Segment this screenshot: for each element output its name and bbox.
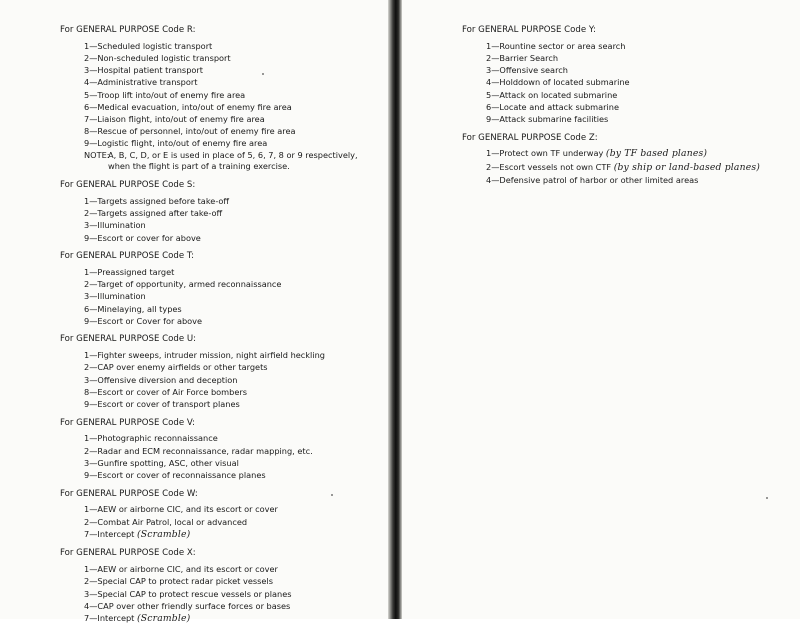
code-dash: — [89, 588, 98, 599]
code-item [486, 89, 792, 101]
code-description: Escort or cover for above [97, 232, 201, 243]
code-description: Liaison flight, into/out of enemy fire area [97, 114, 265, 125]
code-item [84, 398, 385, 410]
code-section [60, 179, 385, 244]
code-dash: — [89, 613, 98, 624]
code-dash: — [89, 208, 98, 219]
code-number: 3 [84, 220, 90, 231]
code-dash: — [89, 457, 98, 468]
code-number: 3 [486, 65, 492, 76]
code-item [84, 40, 385, 52]
code-item [84, 563, 385, 575]
code-item [486, 76, 792, 88]
code-item [84, 315, 385, 327]
code-description: Attack submarine facilities [499, 114, 609, 125]
code-item [84, 303, 385, 315]
code-item [84, 588, 385, 600]
code-number: 4 [486, 77, 492, 88]
code-number: 1 [84, 196, 90, 206]
code-number: 1 [84, 433, 90, 444]
code-section [60, 333, 385, 410]
code-description: Defensive patrol of harbor or other limited areas [499, 174, 699, 185]
code-item [84, 64, 385, 76]
section-heading: For GENERAL PURPOSE Code Y: [462, 25, 596, 35]
code-description: Combat Air Patrol, local or advanced [97, 516, 248, 527]
code-description: Escort vessels not own CTF [499, 161, 612, 172]
section-heading: For GENERAL PURPOSE Code U: [60, 334, 197, 345]
code-number: 9 [84, 138, 90, 149]
code-dash: — [89, 232, 98, 243]
code-dash: — [89, 470, 98, 481]
code-item [84, 76, 385, 88]
code-number: 1 [84, 504, 90, 515]
code-description: Minelaying, all types [97, 303, 182, 314]
code-number: 2 [84, 516, 90, 527]
code-item [84, 52, 385, 64]
code-item [84, 457, 385, 469]
code-dash: — [89, 65, 98, 76]
code-item [84, 575, 385, 587]
code-description: Targets assigned after take-off [97, 208, 223, 219]
code-description: Intercept [97, 528, 135, 539]
left-page-content [60, 24, 385, 632]
code-section [60, 547, 385, 625]
code-dash: — [89, 303, 98, 314]
code-item [84, 101, 385, 113]
code-item [84, 469, 385, 481]
code-number: 1 [84, 564, 90, 575]
code-item [84, 503, 385, 515]
code-dash: — [89, 386, 98, 397]
code-number: 2 [84, 576, 90, 587]
left-page [0, 0, 388, 625]
code-dash: — [89, 279, 98, 290]
section-heading: For GENERAL PURPOSE Code V: [60, 417, 195, 428]
code-number: 3 [84, 588, 90, 599]
paper-speck [331, 494, 333, 496]
code-number: 6 [84, 303, 90, 314]
code-item [84, 290, 385, 302]
code-dash: — [89, 267, 98, 277]
code-dash: — [89, 291, 98, 302]
code-description: Non-scheduled logistic transport [97, 53, 231, 63]
code-dash: — [491, 114, 500, 125]
code-list [60, 349, 385, 410]
code-item [84, 232, 385, 244]
code-item [486, 174, 792, 186]
code-number: 6 [486, 101, 492, 112]
code-item [84, 349, 385, 361]
section-heading: For GENERAL PURPOSE Code T: [60, 251, 195, 262]
code-list [60, 266, 385, 327]
code-dash: — [89, 528, 98, 539]
code-description: Intercept [97, 613, 135, 624]
code-number: 9 [84, 470, 90, 481]
code-number: 6 [84, 101, 90, 112]
code-emphasis: (Scramble) [137, 613, 191, 625]
code-number: 5 [486, 89, 492, 100]
note-text: A, B, C, D, or E is used in place of 5, 6, 7, 8 or 9 respectively, when the flight is part of a training exercise. [108, 149, 358, 172]
code-number: 7 [84, 114, 90, 125]
code-number: 3 [84, 291, 90, 302]
code-emphasis: (by ship or land-based planes) [613, 161, 761, 173]
code-section [60, 417, 385, 482]
code-item [84, 386, 385, 398]
code-number: 7 [84, 528, 90, 539]
code-description: Rescue of personnel, into/out of enemy fire area [97, 126, 296, 137]
code-item [84, 374, 385, 386]
code-number: 9 [486, 114, 492, 125]
right-page-content [462, 24, 792, 192]
code-description: Administrative transport [97, 77, 198, 88]
code-dash: — [89, 126, 98, 137]
code-description: Special CAP to protect radar picket vessels [97, 576, 273, 587]
code-item [84, 137, 385, 149]
code-description: Gunfire spotting, ASC, other visual [97, 457, 239, 468]
code-description: Illumination [97, 220, 146, 231]
code-dash: — [89, 564, 98, 575]
code-list [60, 195, 385, 244]
code-item [84, 361, 385, 373]
code-section [462, 132, 792, 186]
code-number: 1 [486, 40, 492, 51]
code-dash: — [89, 89, 98, 100]
code-description: Fighter sweeps, intruder mission, night airfield heckling [97, 350, 325, 361]
code-number: 1 [84, 40, 90, 51]
code-number: 1 [486, 148, 492, 159]
code-number: 9 [84, 399, 90, 410]
code-dash: — [89, 445, 98, 456]
code-description: Attack on located submarine [499, 89, 618, 100]
code-number: 8 [84, 126, 90, 137]
section-heading: For GENERAL PURPOSE Code W: [60, 488, 198, 499]
code-item [84, 600, 385, 612]
code-item [84, 528, 385, 541]
code-item [84, 89, 385, 101]
code-dash: — [89, 576, 98, 587]
code-number: 4 [84, 77, 90, 88]
code-item [84, 516, 385, 528]
code-dash: — [491, 101, 500, 112]
code-number: 1 [84, 267, 90, 277]
section-heading: For GENERAL PURPOSE Code R: [60, 25, 196, 35]
code-description: CAP over enemy airfields or other targets [97, 362, 268, 373]
code-dash: — [89, 399, 98, 410]
code-emphasis: (by TF based planes) [605, 148, 708, 160]
code-number: 3 [84, 457, 90, 468]
code-number: 9 [84, 315, 90, 326]
code-item [84, 113, 385, 125]
code-description: Locate and attack submarine [499, 101, 620, 112]
code-number: 2 [84, 279, 90, 290]
code-list [462, 147, 792, 186]
code-emphasis: (Scramble) [137, 528, 191, 540]
code-item [84, 432, 385, 444]
code-dash: — [89, 77, 98, 88]
code-description: AEW or airborne CIC, and its escort or cover [97, 504, 278, 515]
code-dash: — [89, 433, 98, 444]
code-item [486, 52, 792, 64]
code-number: 3 [84, 374, 90, 385]
code-item [486, 147, 792, 160]
code-item [486, 113, 792, 125]
code-item [84, 445, 385, 457]
code-dash: — [89, 362, 98, 373]
code-number: 7 [84, 613, 90, 624]
book-gutter [388, 0, 402, 619]
code-description: Holddown of located submarine [499, 77, 630, 88]
code-dash: — [89, 53, 98, 63]
code-dash: — [89, 504, 98, 515]
code-dash: — [491, 65, 500, 76]
code-description: Barrier Search [499, 53, 559, 63]
note-label: NOTE: [84, 149, 110, 160]
code-description: Protect own TF underway [499, 148, 604, 159]
code-number: 2 [486, 53, 492, 63]
code-description: Logistic flight, into/out of enemy fire area [97, 138, 268, 149]
code-description: Escort or Cover for above [97, 315, 203, 326]
code-number: 1 [84, 350, 90, 361]
code-item [486, 40, 792, 52]
code-number: 5 [84, 89, 90, 100]
code-dash: — [89, 101, 98, 112]
code-dash: — [89, 114, 98, 125]
code-description: Preassigned target [97, 267, 175, 277]
code-description: Photographic reconnaissance [97, 433, 218, 444]
code-number: 2 [84, 208, 90, 219]
code-item [486, 161, 792, 174]
code-item [84, 125, 385, 137]
code-dash: — [89, 315, 98, 326]
code-section [60, 250, 385, 327]
code-dash: — [491, 148, 500, 159]
code-dash: — [89, 196, 98, 206]
code-number: 2 [84, 53, 90, 63]
code-description: Hospital patient transport [97, 65, 203, 76]
code-number: 4 [486, 174, 492, 185]
code-description: Troop lift into/out of enemy fire area [97, 89, 246, 100]
section-heading: For GENERAL PURPOSE Code X: [60, 548, 196, 559]
paper-speck [766, 497, 768, 499]
code-section [60, 488, 385, 541]
code-item [84, 266, 385, 278]
code-dash: — [89, 138, 98, 149]
code-list [462, 40, 792, 125]
code-dash: — [491, 53, 500, 63]
code-description: AEW or airborne CIC, and its escort or cover [97, 564, 278, 575]
code-dash: — [89, 350, 98, 361]
code-item [84, 195, 385, 207]
code-item [84, 278, 385, 290]
code-list [60, 503, 385, 541]
code-description: Special CAP to protect rescue vessels or planes [97, 588, 292, 599]
code-dash: — [89, 374, 98, 385]
code-dash: — [89, 220, 98, 231]
code-description: Targets assigned before take-off [97, 196, 230, 206]
code-number: 4 [84, 600, 90, 611]
code-section [462, 24, 792, 125]
section-heading: For GENERAL PURPOSE Code S: [60, 180, 196, 191]
code-description: Offensive search [499, 65, 568, 76]
code-description: CAP over other friendly surface forces or bases [97, 600, 291, 611]
code-dash: — [491, 89, 500, 100]
code-description: Scheduled logistic transport [97, 40, 213, 51]
code-number: 3 [84, 65, 90, 76]
code-description: Target of opportunity, armed reconnaissance [97, 279, 282, 290]
code-number: 9 [84, 232, 90, 243]
code-description: Radar and ECM reconnaissance, radar mapping, etc. [97, 445, 313, 456]
code-dash: — [89, 600, 98, 611]
code-number: 2 [84, 362, 90, 373]
code-dash: — [89, 516, 98, 527]
code-description: Illumination [97, 291, 146, 302]
code-description: Escort or cover of reconnaissance planes [97, 470, 266, 481]
code-list [60, 432, 385, 481]
code-item [84, 207, 385, 219]
code-dash: — [491, 161, 500, 172]
code-number: 2 [84, 445, 90, 456]
code-description: Escort or cover of transport planes [97, 399, 240, 410]
code-list [60, 563, 385, 625]
code-description: Rountine sector or area search [499, 40, 626, 51]
code-description: Offensive diversion and deception [97, 374, 238, 385]
code-description: Medical evacuation, into/out of enemy fire area [97, 101, 292, 112]
code-dash: — [491, 40, 500, 51]
code-dash: — [491, 174, 500, 185]
code-list [60, 40, 385, 173]
code-dash: — [491, 77, 500, 88]
code-description: Escort or cover of Air Force bombers [97, 386, 248, 397]
code-dash: — [89, 40, 98, 51]
right-page [402, 0, 800, 619]
code-number: 8 [84, 386, 90, 397]
section-heading: For GENERAL PURPOSE Code Z: [462, 132, 598, 143]
code-item [486, 101, 792, 113]
code-item [486, 64, 792, 76]
code-item [84, 219, 385, 231]
code-section [60, 24, 385, 173]
note-block [84, 150, 385, 173]
code-number: 2 [486, 161, 492, 172]
paper-speck [262, 73, 264, 75]
